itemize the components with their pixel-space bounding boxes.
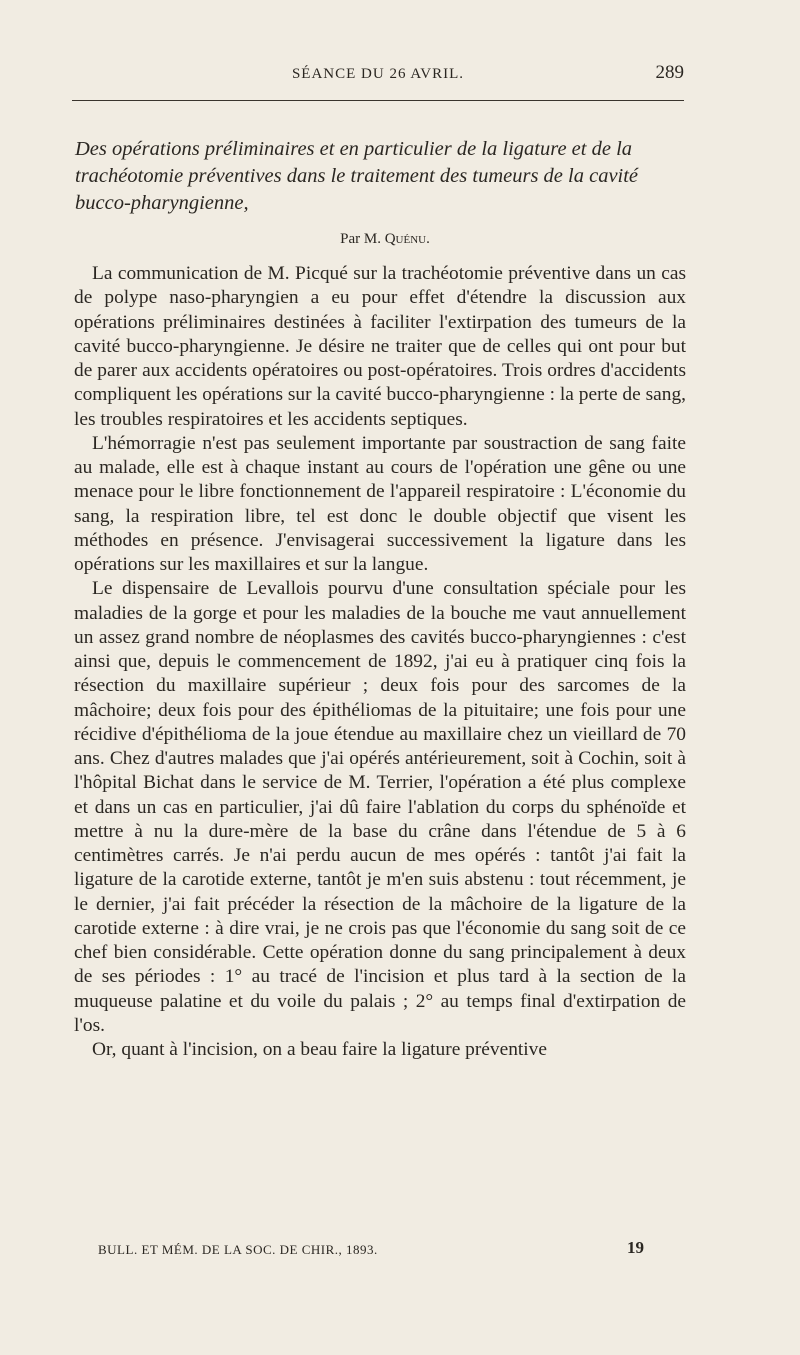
paragraph: La communication de M. Picqué sur la trachéotomie préventive dans un cas de polype naso-pharyngien a eu pour effet d'étendre la discussion aux opérations préliminaires destinées à faciliter l'extirpation des tumeurs de la cavité bucco-pharyngienne. Je désire ne traiter que de celles qui ont pour but de parer aux accidents opératoires ou post-opératoires. Trois ordres d'accidents compliquent les opérations sur la cavité bucco-pharyngienne : la perte de sang, les troubles respiratoires et les accidents septiques. [74,263,686,430]
byline [0,231,770,248]
journal-reference: BULL. ET MÉM. DE LA SOC. DE CHIR., 1893. [98,1242,378,1257]
author-name: Quénu. [384,231,430,247]
running-head [72,62,684,90]
running-title: SÉANCE DU 26 AVRIL. [291,66,465,82]
page-footer [98,1238,678,1262]
article-title: Des opérations préliminaires et en particulier de la ligature et de la trachéotomie préventives dans le traitement des tumeurs de la cavité bucco-pharyngienne, [75,138,639,214]
paragraph: Le dispensaire de Levallois pourvu d'une consultation spéciale pour les maladies de la gorge et pour les maladies de la bouche me vaut annuellement un assez grand nombre de néoplasmes des cavités bucco-pharyngiennes : c'est ainsi que, depuis le commencement de 1892, j'ai eu à pratiquer cinq fois la résection du maxillaire supérieur ; deux fois pour des sarcomes de la mâchoire; deux fois pour des épithéliomas de la pituitaire; une fois pour une récidive d'épithélioma de la joue étendue au maxillaire chez un vieillard de 70 ans. Chez d'autres malades que j'ai opérés antérieurement, soit à Cochin, soit à l'hôpital Bichat dans le service de M. Terrier, l'opération a été plus complexe et dans un cas en particulier, j'ai dû faire l'ablation du corps du sphénoïde et mettre à nu la dure-mère de la base du crâne dans l'étendue de 5 à 6 centimètres carrés. Je n'ai perdu aucun de mes opérés : tantôt j'ai fait la ligature de la carotide externe, tantôt je m'en suis abstenu : tout récemment, je le dernier, j'ai fait précéder la résection de la mâchoire de la ligature de la carotide externe : à dire vrai, je ne crois pas que l'économie du sang soit de ce chef bien considérable. Cette opération donne du sang principalement à deux de ses périodes : 1° au tracé de l'incision et plus tard à la section de la muqueuse palatine et du voile du palais ; 2° au temps final d'extirpation de l'os. [74,578,686,1036]
header-rule [72,100,684,101]
byline-prefix: Par M. [340,231,381,247]
paragraph: Or, quant à l'incision, on a beau faire la ligature préventive [92,1039,547,1060]
paragraph: L'hémorragie n'est pas seulement importante par soustraction de sang faite au malade, elle est à chaque instant au cours de l'opération une gêne ou une menace pour le libre fonctionnement de l'appareil respiratoire : L'économie du sang, la respiration libre, tel est donc le double objectif que visent les méthodes en présence. J'envisagerai successivement la ligature dans les opérations sur les maxillaires et sur la langue. [74,432,686,575]
page-number: 289 [655,62,684,83]
signature-number: 19 [627,1238,644,1257]
article-body [74,262,686,1062]
